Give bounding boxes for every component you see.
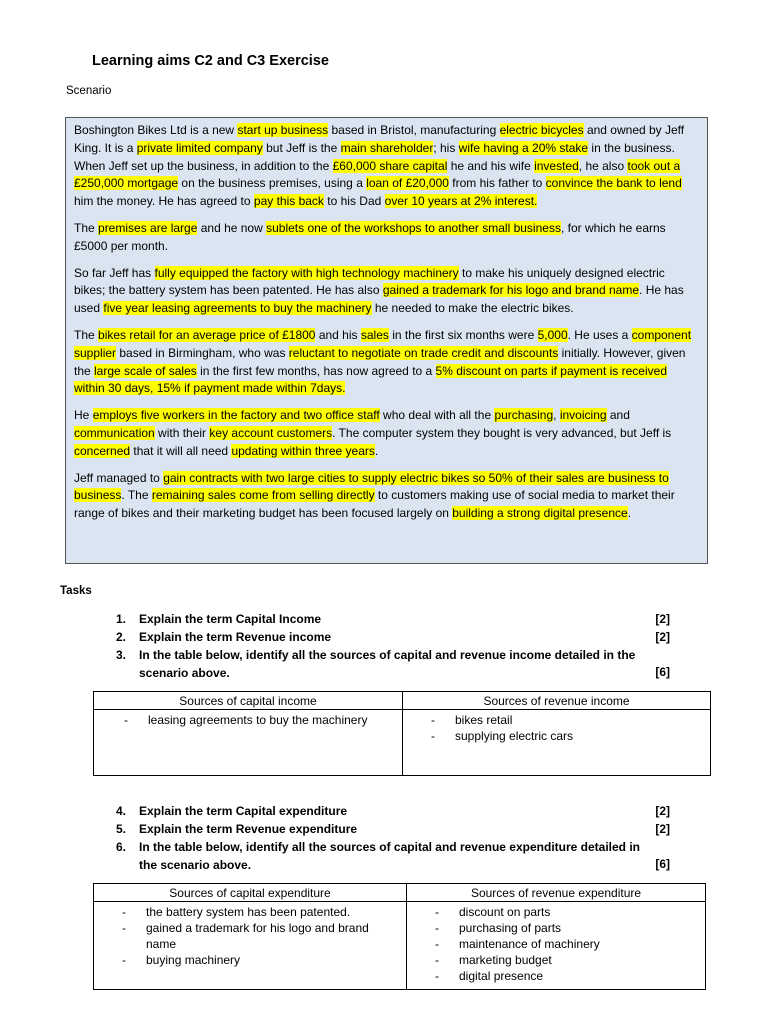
task-text: Explain the term Revenue expenditure xyxy=(139,822,358,836)
scenario-text: with their xyxy=(154,425,210,440)
scenario-text: he needed to make the electric bikes. xyxy=(371,301,574,316)
list-item xyxy=(407,968,705,984)
scenario-text: He xyxy=(74,408,93,423)
highlighted-text: communication xyxy=(74,425,155,440)
scenario-text: . He uses a xyxy=(567,327,632,342)
highlighted-text: wife having a 20% stake xyxy=(458,140,589,155)
highlighted-text: sales xyxy=(360,327,389,342)
bullet-dash: - xyxy=(435,921,439,935)
highlighted-text: building a strong digital presence xyxy=(452,506,628,521)
expenditure-sources-table xyxy=(93,883,706,990)
task-marks: [2] xyxy=(655,822,670,836)
list-item xyxy=(407,936,705,952)
scenario-text: initially. However, given the xyxy=(74,345,686,378)
highlighted-text: took out a £250,000 mortgage xyxy=(74,158,681,191)
task-number: 6. xyxy=(116,840,127,854)
task-marks: [2] xyxy=(655,630,670,644)
tasks-heading: Tasks xyxy=(60,585,92,597)
scenario-text: in the business. When Jeff set up the business, in addition to the xyxy=(74,140,675,173)
list-item xyxy=(94,904,406,920)
highlighted-text: invoicing xyxy=(559,408,607,423)
scenario-text: but Jeff is the xyxy=(262,140,341,155)
task-item xyxy=(116,803,670,821)
highlighted-text: convince the bank to lend xyxy=(545,176,682,191)
bullet-dash: - xyxy=(431,729,435,743)
list-item xyxy=(94,920,406,952)
scenario-text: to make his uniquely designed electric bikes; the battery system has been patented. He has also xyxy=(74,265,665,298)
highlighted-text: premises are large xyxy=(98,220,198,235)
list-item xyxy=(407,904,705,920)
highlighted-text: employs five workers in the factory and two office staff xyxy=(92,408,380,423)
list-item-text: leasing agreements to buy the machinery xyxy=(148,713,368,727)
list-item-text: bikes retail xyxy=(455,713,513,727)
task-marks: [2] xyxy=(655,804,670,818)
list-item xyxy=(403,712,710,728)
task-item xyxy=(116,839,670,874)
highlighted-text: reluctant to negotiate on trade credit and discounts xyxy=(288,345,559,360)
bullet-dash: - xyxy=(435,905,439,919)
highlighted-text: 5,000 xyxy=(537,327,568,342)
list-item-text: marketing budget xyxy=(459,953,552,967)
capital-income-header: Sources of capital income xyxy=(94,692,403,710)
scenario-text: from his father to xyxy=(448,176,546,191)
scenario-paragraph xyxy=(74,470,699,523)
highlighted-text: component supplier xyxy=(74,327,692,360)
list-item-text: the battery system has been patented. xyxy=(146,905,351,919)
scenario-text: Jeff managed to xyxy=(74,470,164,485)
scenario-heading: Scenario xyxy=(66,85,112,97)
revenue-expenditure-list xyxy=(407,904,705,984)
task-number: 2. xyxy=(116,630,127,644)
highlighted-text: fully equipped the factory with high technology machinery xyxy=(154,265,459,280)
highlighted-text: main shareholder xyxy=(340,140,434,155)
task-text: In the table below, identify all the sources of capital and revenue income detailed in the scenario above. xyxy=(139,648,636,680)
revenue-income-cell xyxy=(403,710,711,776)
scenario-text: So far Jeff has xyxy=(74,265,155,280)
highlighted-text: over 10 years at 2% interest. xyxy=(384,194,538,209)
highlighted-text: invested xyxy=(534,158,579,173)
highlighted-text: five year leasing agreements to buy the machinery xyxy=(103,301,372,316)
task-item xyxy=(116,821,670,839)
scenario-text: on the business premises, using a xyxy=(178,176,367,191)
task-marks: [6] xyxy=(655,857,670,871)
bullet-dash: - xyxy=(122,921,126,935)
highlighted-text: gain contracts with two large cities to supply electric bikes so 50% of their sales are business to business xyxy=(74,470,669,503)
bullet-dash: - xyxy=(122,953,126,967)
bullet-dash: - xyxy=(431,713,435,727)
highlighted-text: updating within three years xyxy=(231,443,375,458)
scenario-text: The xyxy=(74,220,99,235)
revenue-income-list xyxy=(403,712,710,744)
task-item xyxy=(116,629,670,647)
scenario-text: . He has used xyxy=(74,283,684,316)
list-item-text: purchasing of parts xyxy=(459,921,562,935)
scenario-text: that it will all need xyxy=(130,443,232,458)
task-number: 3. xyxy=(116,648,127,662)
scenario-paragraph xyxy=(74,220,699,256)
task-item xyxy=(116,647,670,682)
highlighted-text: concerned xyxy=(74,443,131,458)
capital-income-list xyxy=(94,712,402,728)
scenario-text: . xyxy=(627,506,632,521)
scenario-text: ; his xyxy=(433,140,459,155)
task-number: 4. xyxy=(116,804,127,818)
capital-income-cell xyxy=(94,710,403,776)
revenue-expenditure-header: Sources of revenue expenditure xyxy=(407,884,706,902)
highlighted-text: remaining sales come from selling directly xyxy=(151,488,375,503)
task-marks: [6] xyxy=(655,665,670,679)
bullet-dash: - xyxy=(435,937,439,951)
highlighted-text: start up business xyxy=(237,123,329,137)
scenario-text: and owned by Jeff King. It is a xyxy=(74,123,685,155)
highlighted-text: £60,000 share capital xyxy=(332,158,448,173)
capital-expenditure-list xyxy=(94,904,406,968)
list-item xyxy=(94,952,406,968)
scenario-box xyxy=(65,117,708,564)
scenario-paragraph xyxy=(74,265,699,318)
capital-expenditure-cell xyxy=(94,902,407,990)
task-marks: [2] xyxy=(655,612,670,626)
page-title: Learning aims C2 and C3 Exercise xyxy=(92,53,329,69)
scenario-text: to customers making use of social media to market their range of bikes and their marketing budget has been focused largely on xyxy=(74,488,675,521)
task-text: Explain the term Capital Income xyxy=(139,612,322,626)
bullet-dash: - xyxy=(435,953,439,967)
scenario-text: based in Bristol, manufacturing xyxy=(328,123,500,137)
scenario-text: , for which he earns £5000 per month. xyxy=(74,220,666,253)
income-sources-table xyxy=(93,691,711,776)
scenario-text: . The computer system they bought is very advanced, but Jeff is xyxy=(332,425,672,440)
highlighted-text: private limited company xyxy=(136,140,263,155)
scenario-text: based in Birmingham, who was xyxy=(116,345,289,360)
highlighted-text: sublets one of the workshops to another small business xyxy=(266,220,561,235)
scenario-text: . The xyxy=(121,488,152,503)
highlighted-text: key account customers xyxy=(209,425,333,440)
highlighted-text: pay this back xyxy=(253,194,324,209)
list-item-text: digital presence xyxy=(459,969,544,983)
scenario-text: in the first few months, has now agreed to a xyxy=(196,363,436,378)
list-item xyxy=(407,952,705,968)
highlighted-text: loan of £20,000 xyxy=(366,176,449,191)
scenario-paragraph xyxy=(74,122,699,211)
scenario-text: The xyxy=(74,327,99,342)
scenario-text: , xyxy=(553,408,560,423)
scenario-paragraph xyxy=(74,327,699,398)
task-text: Explain the term Revenue income xyxy=(139,630,332,644)
scenario-text: him the money. He has agreed to xyxy=(74,194,254,209)
scenario-text: to his Dad xyxy=(323,194,385,209)
revenue-expenditure-cell xyxy=(407,902,706,990)
capital-expenditure-header: Sources of capital expenditure xyxy=(94,884,407,902)
list-item-text: buying machinery xyxy=(146,953,241,967)
bullet-dash: - xyxy=(435,969,439,983)
list-item xyxy=(94,712,402,728)
task-number: 1. xyxy=(116,612,127,626)
scenario-text: , he also xyxy=(578,158,628,173)
scenario-text: Boshington Bikes Ltd is a new xyxy=(74,123,238,137)
highlighted-text: bikes retail for an average price of £1800 xyxy=(98,327,316,342)
bullet-dash: - xyxy=(124,713,128,727)
task-item xyxy=(116,611,670,629)
list-item-text: discount on parts xyxy=(459,905,551,919)
list-item-text: gained a trademark for his logo and brand name xyxy=(146,921,369,951)
bullet-dash: - xyxy=(122,905,126,919)
revenue-income-header: Sources of revenue income xyxy=(403,692,711,710)
scenario-paragraph xyxy=(74,407,699,460)
list-item xyxy=(407,920,705,936)
scenario-text: and his xyxy=(315,327,361,342)
highlighted-text: large scale of sales xyxy=(94,363,197,378)
highlighted-text: 5% discount on parts if payment is received within 30 days, 15% if payment made within 7days. xyxy=(74,363,667,396)
list-item-text: maintenance of machinery xyxy=(459,937,600,951)
highlighted-text: electric bicycles xyxy=(499,123,584,137)
list-item-text: supplying electric cars xyxy=(455,729,574,743)
scenario-text: . xyxy=(374,443,379,458)
highlighted-text: purchasing xyxy=(494,408,554,423)
task-number: 5. xyxy=(116,822,127,836)
task-text: In the table below, identify all the sources of capital and revenue expenditure detailed in the scenario above. xyxy=(139,840,640,872)
list-item xyxy=(403,728,710,744)
task-text: Explain the term Capital expenditure xyxy=(139,804,348,818)
scenario-text: and he now xyxy=(197,220,267,235)
scenario-text: who deal with all the xyxy=(379,408,495,423)
scenario-text: in the first six months were xyxy=(388,327,538,342)
highlighted-text: gained a trademark for his logo and brand name xyxy=(382,283,640,298)
scenario-text: and xyxy=(606,408,630,423)
scenario-text: he and his wife xyxy=(447,158,535,173)
